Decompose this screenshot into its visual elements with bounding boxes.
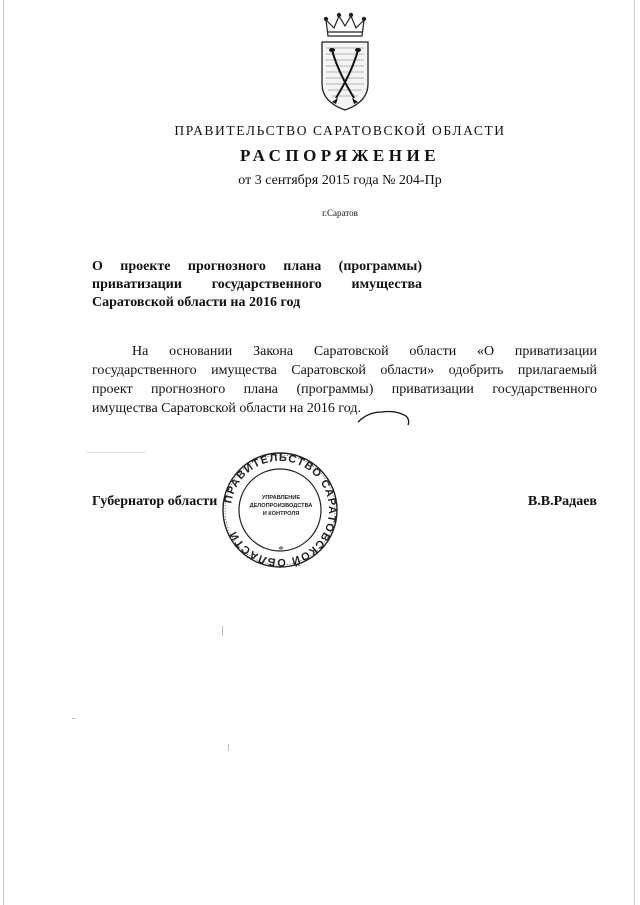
body-line: На основании Закона Саратовской области «О приватизации xyxy=(132,344,597,359)
body-line: имущества Саратовской области на 2016 год. xyxy=(92,401,361,416)
document-city: г.Саратов xyxy=(322,208,358,218)
body-line: проект прогнозного плана (программы) приватизации государственного xyxy=(92,382,597,397)
stamp-inner-line: УПРАВЛЕНИЕ xyxy=(261,495,301,501)
government-title: ПРАВИТЕЛЬСТВО САРАТОВСКОЙ ОБЛАСТИ xyxy=(174,123,506,138)
document-type: РАСПОРЯЖЕНИЕ xyxy=(239,146,441,165)
stamp-inner-line: ДЕЛОПРОИЗВОДСТВА xyxy=(249,503,313,509)
document-date-number: от 3 сентября 2015 года № 204-Пр xyxy=(238,173,442,188)
svg-text:ПРАВИТЕЛЬСТВО САРАТОВСКОЙ ОБЛА: ПРАВИТЕЛЬСТВО САРАТОВСКОЙ ОБЛАСТИ xyxy=(222,451,339,569)
scan-speck xyxy=(228,744,229,751)
subject-line: О проекте прогнозного плана (программы) xyxy=(92,259,422,274)
scan-speck xyxy=(222,626,223,636)
signatory-name: В.В.Радаев xyxy=(527,494,597,509)
subject-line: Саратовской области на 2016 год xyxy=(92,295,301,310)
stamp-inner-text xyxy=(243,494,319,518)
subject-line: приватизации государственного имущества xyxy=(92,277,422,292)
crown-icon xyxy=(324,13,365,36)
stamp-star: * xyxy=(278,544,284,556)
signatory-role: Губернатор области xyxy=(92,494,218,509)
scan-speck xyxy=(86,452,146,453)
handwritten-flourish-icon xyxy=(356,398,416,428)
document-body xyxy=(92,342,597,418)
document-subject xyxy=(92,258,422,312)
body-line: государственного имущества Саратовской области» одобрить прилагаемый xyxy=(92,363,597,378)
coat-of-arms-icon xyxy=(314,12,376,112)
scan-speck xyxy=(72,718,75,719)
stamp-inner-line: И КОНТРОЛЯ xyxy=(262,511,300,517)
